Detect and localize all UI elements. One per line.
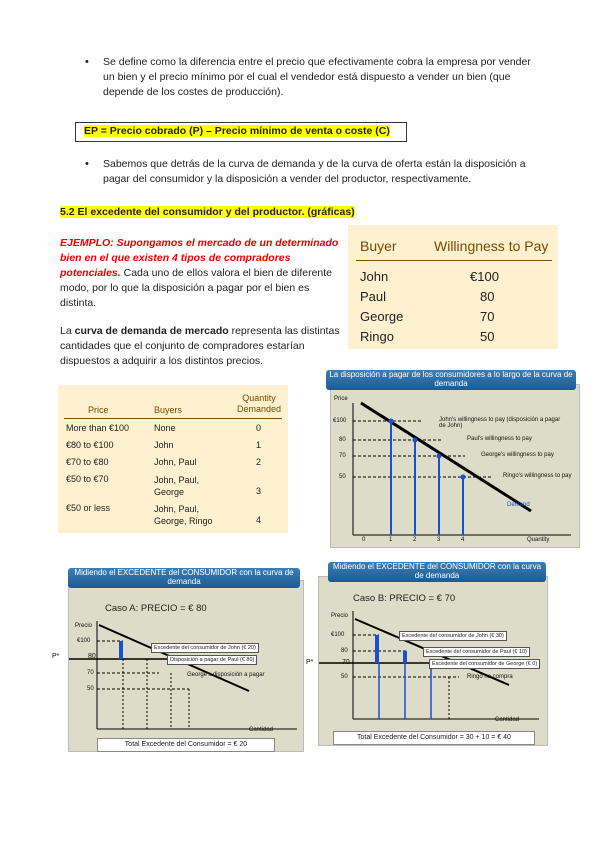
slide-case-a [68, 580, 304, 752]
qd-cell: John, Paul, George, Ringo [154, 504, 213, 526]
slide-demand-wtp [330, 384, 580, 548]
case-a-title: Caso A: PRECIO = € 80 [105, 603, 207, 614]
qd-cell: John, Paul [154, 457, 197, 467]
tick-label: 70 [87, 670, 94, 676]
price-70-label: 70 [342, 659, 350, 666]
qd-cell: 1 [256, 440, 262, 450]
qd-cell: €50 to €70 [66, 474, 109, 484]
wtp-cell: Paul [360, 289, 387, 304]
bullet-dot: • [85, 158, 89, 170]
demand-curve-label: Demand [507, 502, 530, 508]
wtp-cell: Ringo [360, 329, 394, 344]
callout-paul-wtp: Disposición a pagar de Paul (€ 80) [167, 655, 257, 665]
axis-label-quantity: Cantidad [495, 717, 520, 723]
qd-cell: None [154, 423, 176, 433]
qd-cell: More than €100 [66, 423, 130, 433]
wtp-header-buyer: Buyer [360, 238, 397, 254]
qd-header-price: Price [88, 405, 109, 415]
quantity-demanded-table [58, 385, 288, 533]
tick-label: €100 [331, 632, 345, 638]
qd-cell: €70 to €80 [66, 457, 109, 467]
qd-divider [64, 418, 282, 419]
qd-cell: 0 [256, 423, 262, 433]
wtp-cell: 70 [480, 309, 495, 324]
wtp-cell: €100 [470, 269, 499, 284]
wtp-cell: 50 [480, 329, 495, 344]
tick-label: 50 [341, 674, 348, 680]
callout-john: John's willingness to pay (disposición a pagar de John) [439, 417, 561, 429]
example-rest: Cada uno de ellos valora el bien de diferente modo, por lo que la disposición a pagar por el bien es distinta. [60, 267, 333, 309]
callout-ringo: Ringo's willingness to pay [503, 473, 572, 479]
tick-label: 80 [341, 648, 348, 654]
callout-george-wtp: George's disposición a pagar [187, 672, 265, 678]
pstar-label: P* [306, 659, 314, 666]
example-paragraph [60, 236, 342, 311]
tick-label: 80 [339, 437, 346, 443]
wtp-table [348, 225, 558, 349]
tick-label: 50 [339, 474, 346, 480]
axis-label-quantity: Quantity [527, 537, 550, 543]
bullet-dot: • [85, 56, 89, 68]
case-b-title: Caso B: PRECIO = € 70 [353, 593, 456, 604]
pstar-label: P* [52, 653, 60, 660]
axis-label-price: Precio [331, 613, 349, 619]
slide2-banner: Midiendo el EXCEDENTE del CONSUMIDOR con la curva de demanda [68, 568, 300, 588]
callout-john-surplus: Excedente del consumidor de John (€ 30) [399, 631, 507, 641]
qd-cell: €50 or less [66, 503, 111, 513]
qd-cell: John, Paul, George [154, 475, 200, 497]
slide-case-b [318, 576, 548, 746]
case-a-footer: Total Excedente del Consumidor = € 20 [97, 738, 275, 752]
callout-john-surplus: Excedente del consumidor de John (€ 20) [151, 643, 259, 653]
formula-box [75, 122, 407, 142]
tick-label: €100 [333, 418, 347, 424]
callout-ringo: Ringo no compra [467, 674, 513, 680]
tick-label: 70 [339, 453, 346, 459]
wtp-divider [356, 260, 552, 261]
tick-label: 1 [389, 537, 393, 543]
callout-paul: Paul's willingness to pay [467, 436, 532, 442]
tick-label: 2 [413, 537, 417, 543]
bullet-text-1: Se define como la diferencia entre el precio que efectivamente cobra la empresa por vender un bien y el precio mínimo por el cual el vendedor está dispuesto a vender un bien (que depende de los costes de producción). [103, 56, 531, 98]
tick-label: 50 [87, 686, 94, 692]
axis-label-price: Price [334, 396, 348, 402]
qd-cell: 2 [256, 457, 262, 467]
qd-cell: €80 to €100 [66, 440, 114, 450]
qd-header-quantity: Quantity Demanded [236, 393, 282, 414]
formula-text: EP = Precio cobrado (P) – Precio mínimo de venta o coste (C) [84, 125, 390, 137]
qd-header-buyers: Buyers [154, 405, 183, 415]
tick-label: 0 [362, 537, 366, 543]
tick-label: €100 [77, 638, 91, 644]
slide1-banner: La disposición a pagar de los consumidores a lo largo de la curva de demanda [326, 370, 576, 390]
bullet-text-2: Sabemos que detrás de la curva de demanda y de la curva de oferta están la disposición a pagar del consumidor y la disposición a vender del productor, respectivamente. [103, 158, 526, 185]
wtp-header-wtp: Willingness to Pay [434, 238, 549, 254]
axis-label-quantity: Cantidad [249, 727, 274, 733]
qd-cell: 3 [256, 486, 262, 496]
example-highlight: EJEMPLO: Supongamos el mercado de un determinado bien en el que existen 4 tipos de compradores potenciales. [60, 237, 339, 279]
wtp-cell: John [360, 269, 389, 284]
demand-paragraph [60, 324, 342, 369]
callout-paul-surplus: Excedente del consumidor de Paul (€ 10) [423, 647, 530, 657]
demand-pre: La [60, 325, 75, 337]
demand-post: representa las distintas cantidades que el conjunto de compradores estarían dispuestos a adquirir a los distintos precios. [60, 325, 340, 367]
demand-wtp-graph [331, 385, 579, 547]
qd-cell: John [154, 440, 174, 450]
case-b-footer: Total Excedente del Consumidor = 30 + 10 = € 40 [333, 731, 535, 745]
section-title: 5.2 El excedente del consumidor y del productor. (gráficas) [60, 206, 355, 218]
axis-label-price: Precio [75, 623, 93, 629]
callout-george-surplus: Excedente del consumidor de George (€ 0) [429, 659, 540, 669]
tick-label: 3 [437, 537, 441, 543]
price-80-label: 80 [88, 653, 96, 660]
wtp-cell: 80 [480, 289, 495, 304]
demand-bold: curva de demanda de mercado [74, 325, 229, 337]
slide3-banner: Midiendo el EXCEDENTE del CONSUMIDOR con la curva de demanda [328, 562, 546, 582]
callout-george: George's willingness to pay [481, 452, 554, 458]
wtp-cell: George [360, 309, 404, 324]
tick-label: 4 [461, 537, 465, 543]
qd-cell: 4 [256, 515, 262, 525]
